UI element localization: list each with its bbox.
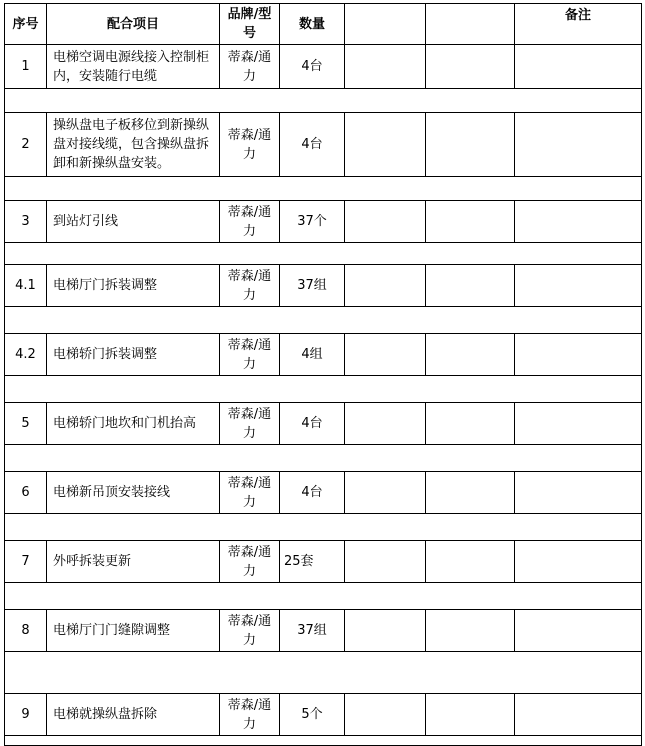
- header-item: 配合项目: [47, 4, 220, 45]
- row-brand: 蒂森/通力: [220, 403, 280, 445]
- header-brand: 品牌/型号: [220, 4, 280, 45]
- row-qty: 37组: [280, 265, 345, 307]
- spacer-row: [5, 89, 642, 113]
- spacer-row: [5, 243, 642, 265]
- row-col6: [426, 472, 515, 514]
- row-col6: [426, 45, 515, 89]
- row-brand: 蒂森/通力: [220, 265, 280, 307]
- row-no: 9: [5, 694, 47, 736]
- row-col5: [345, 610, 426, 652]
- spacer-row: [5, 177, 642, 201]
- row-qty: 37个: [280, 201, 345, 243]
- row-qty: 37组: [280, 610, 345, 652]
- row-remark: [515, 403, 642, 445]
- row-qty: 4台: [280, 472, 345, 514]
- row-col6: [426, 610, 515, 652]
- header-qty: 数量: [280, 4, 345, 45]
- row-col6: [426, 541, 515, 583]
- row-qty: 4台: [280, 403, 345, 445]
- row-col5: [345, 334, 426, 376]
- row-col6: [426, 334, 515, 376]
- row-brand: 蒂森/通力: [220, 694, 280, 736]
- row-col5: [345, 265, 426, 307]
- row-brand: 蒂森/通力: [220, 113, 280, 177]
- row-col5: [345, 694, 426, 736]
- row-item: 电梯厅门拆装调整: [47, 265, 220, 307]
- row-no: 4.1: [5, 265, 47, 307]
- row-no: 1: [5, 45, 47, 89]
- row-qty: 25套: [280, 541, 345, 583]
- row-no: 6: [5, 472, 47, 514]
- table-row: [5, 334, 642, 376]
- row-item: 到站灯引线: [47, 201, 220, 243]
- table-row: [5, 403, 642, 445]
- row-remark: [515, 45, 642, 89]
- row-brand: 蒂森/通力: [220, 610, 280, 652]
- header-row: [5, 4, 642, 45]
- table-row: [5, 472, 642, 514]
- table-row: [5, 610, 642, 652]
- table-row: [5, 694, 642, 736]
- row-remark: [515, 334, 642, 376]
- spacer-row: [5, 514, 642, 541]
- row-col6: [426, 201, 515, 243]
- row-col5: [345, 403, 426, 445]
- row-qty: 4台: [280, 45, 345, 89]
- row-remark: [515, 610, 642, 652]
- table-row: [5, 201, 642, 243]
- row-item: 电梯厅门门缝隙调整: [47, 610, 220, 652]
- row-brand: 蒂森/通力: [220, 45, 280, 89]
- spacer-row: [5, 376, 642, 403]
- row-col6: [426, 265, 515, 307]
- table-row: [5, 265, 642, 307]
- row-col6: [426, 403, 515, 445]
- row-brand: 蒂森/通力: [220, 334, 280, 376]
- row-qty: 4台: [280, 113, 345, 177]
- spacer-row: [5, 652, 642, 694]
- row-brand: 蒂森/通力: [220, 472, 280, 514]
- row-brand: 蒂森/通力: [220, 541, 280, 583]
- row-col5: [345, 113, 426, 177]
- row-item: 操纵盘电子板移位到新操纵盘对接线缆，包含操纵盘拆卸和新操纵盘安装。: [47, 113, 220, 177]
- row-item: 外呼拆装更新: [47, 541, 220, 583]
- row-item: 电梯轿门拆装调整: [47, 334, 220, 376]
- row-item: 电梯就操纵盘拆除: [47, 694, 220, 736]
- header-no: 序号: [5, 4, 47, 45]
- header-col6: [426, 4, 515, 45]
- row-item: 电梯新吊顶安装接线: [47, 472, 220, 514]
- spacer-row: [5, 583, 642, 610]
- row-remark: [515, 201, 642, 243]
- elevator-work-table: [4, 3, 642, 746]
- row-no: 3: [5, 201, 47, 243]
- table-row: [5, 45, 642, 89]
- row-remark: [515, 541, 642, 583]
- spacer-row: [5, 307, 642, 334]
- row-item: 电梯轿门地坎和门机抬高: [47, 403, 220, 445]
- row-no: 5: [5, 403, 47, 445]
- row-brand: 蒂森/通力: [220, 201, 280, 243]
- row-remark: [515, 265, 642, 307]
- row-remark: [515, 113, 642, 177]
- header-col5: [345, 4, 426, 45]
- row-item: 电梯空调电源线接入控制柜内，安装随行电缆: [47, 45, 220, 89]
- row-no: 2: [5, 113, 47, 177]
- row-remark: [515, 472, 642, 514]
- row-no: 8: [5, 610, 47, 652]
- table-row: [5, 541, 642, 583]
- row-no: 7: [5, 541, 47, 583]
- row-col5: [345, 45, 426, 89]
- row-qty: 5个: [280, 694, 345, 736]
- row-remark: [515, 694, 642, 736]
- row-col6: [426, 113, 515, 177]
- row-qty: 4组: [280, 334, 345, 376]
- row-col6: [426, 694, 515, 736]
- row-col5: [345, 541, 426, 583]
- table-row: [5, 113, 642, 177]
- row-no: 4.2: [5, 334, 47, 376]
- header-remark: 备注: [515, 4, 642, 45]
- row-col5: [345, 201, 426, 243]
- row-col5: [345, 472, 426, 514]
- spacer-row: [5, 445, 642, 472]
